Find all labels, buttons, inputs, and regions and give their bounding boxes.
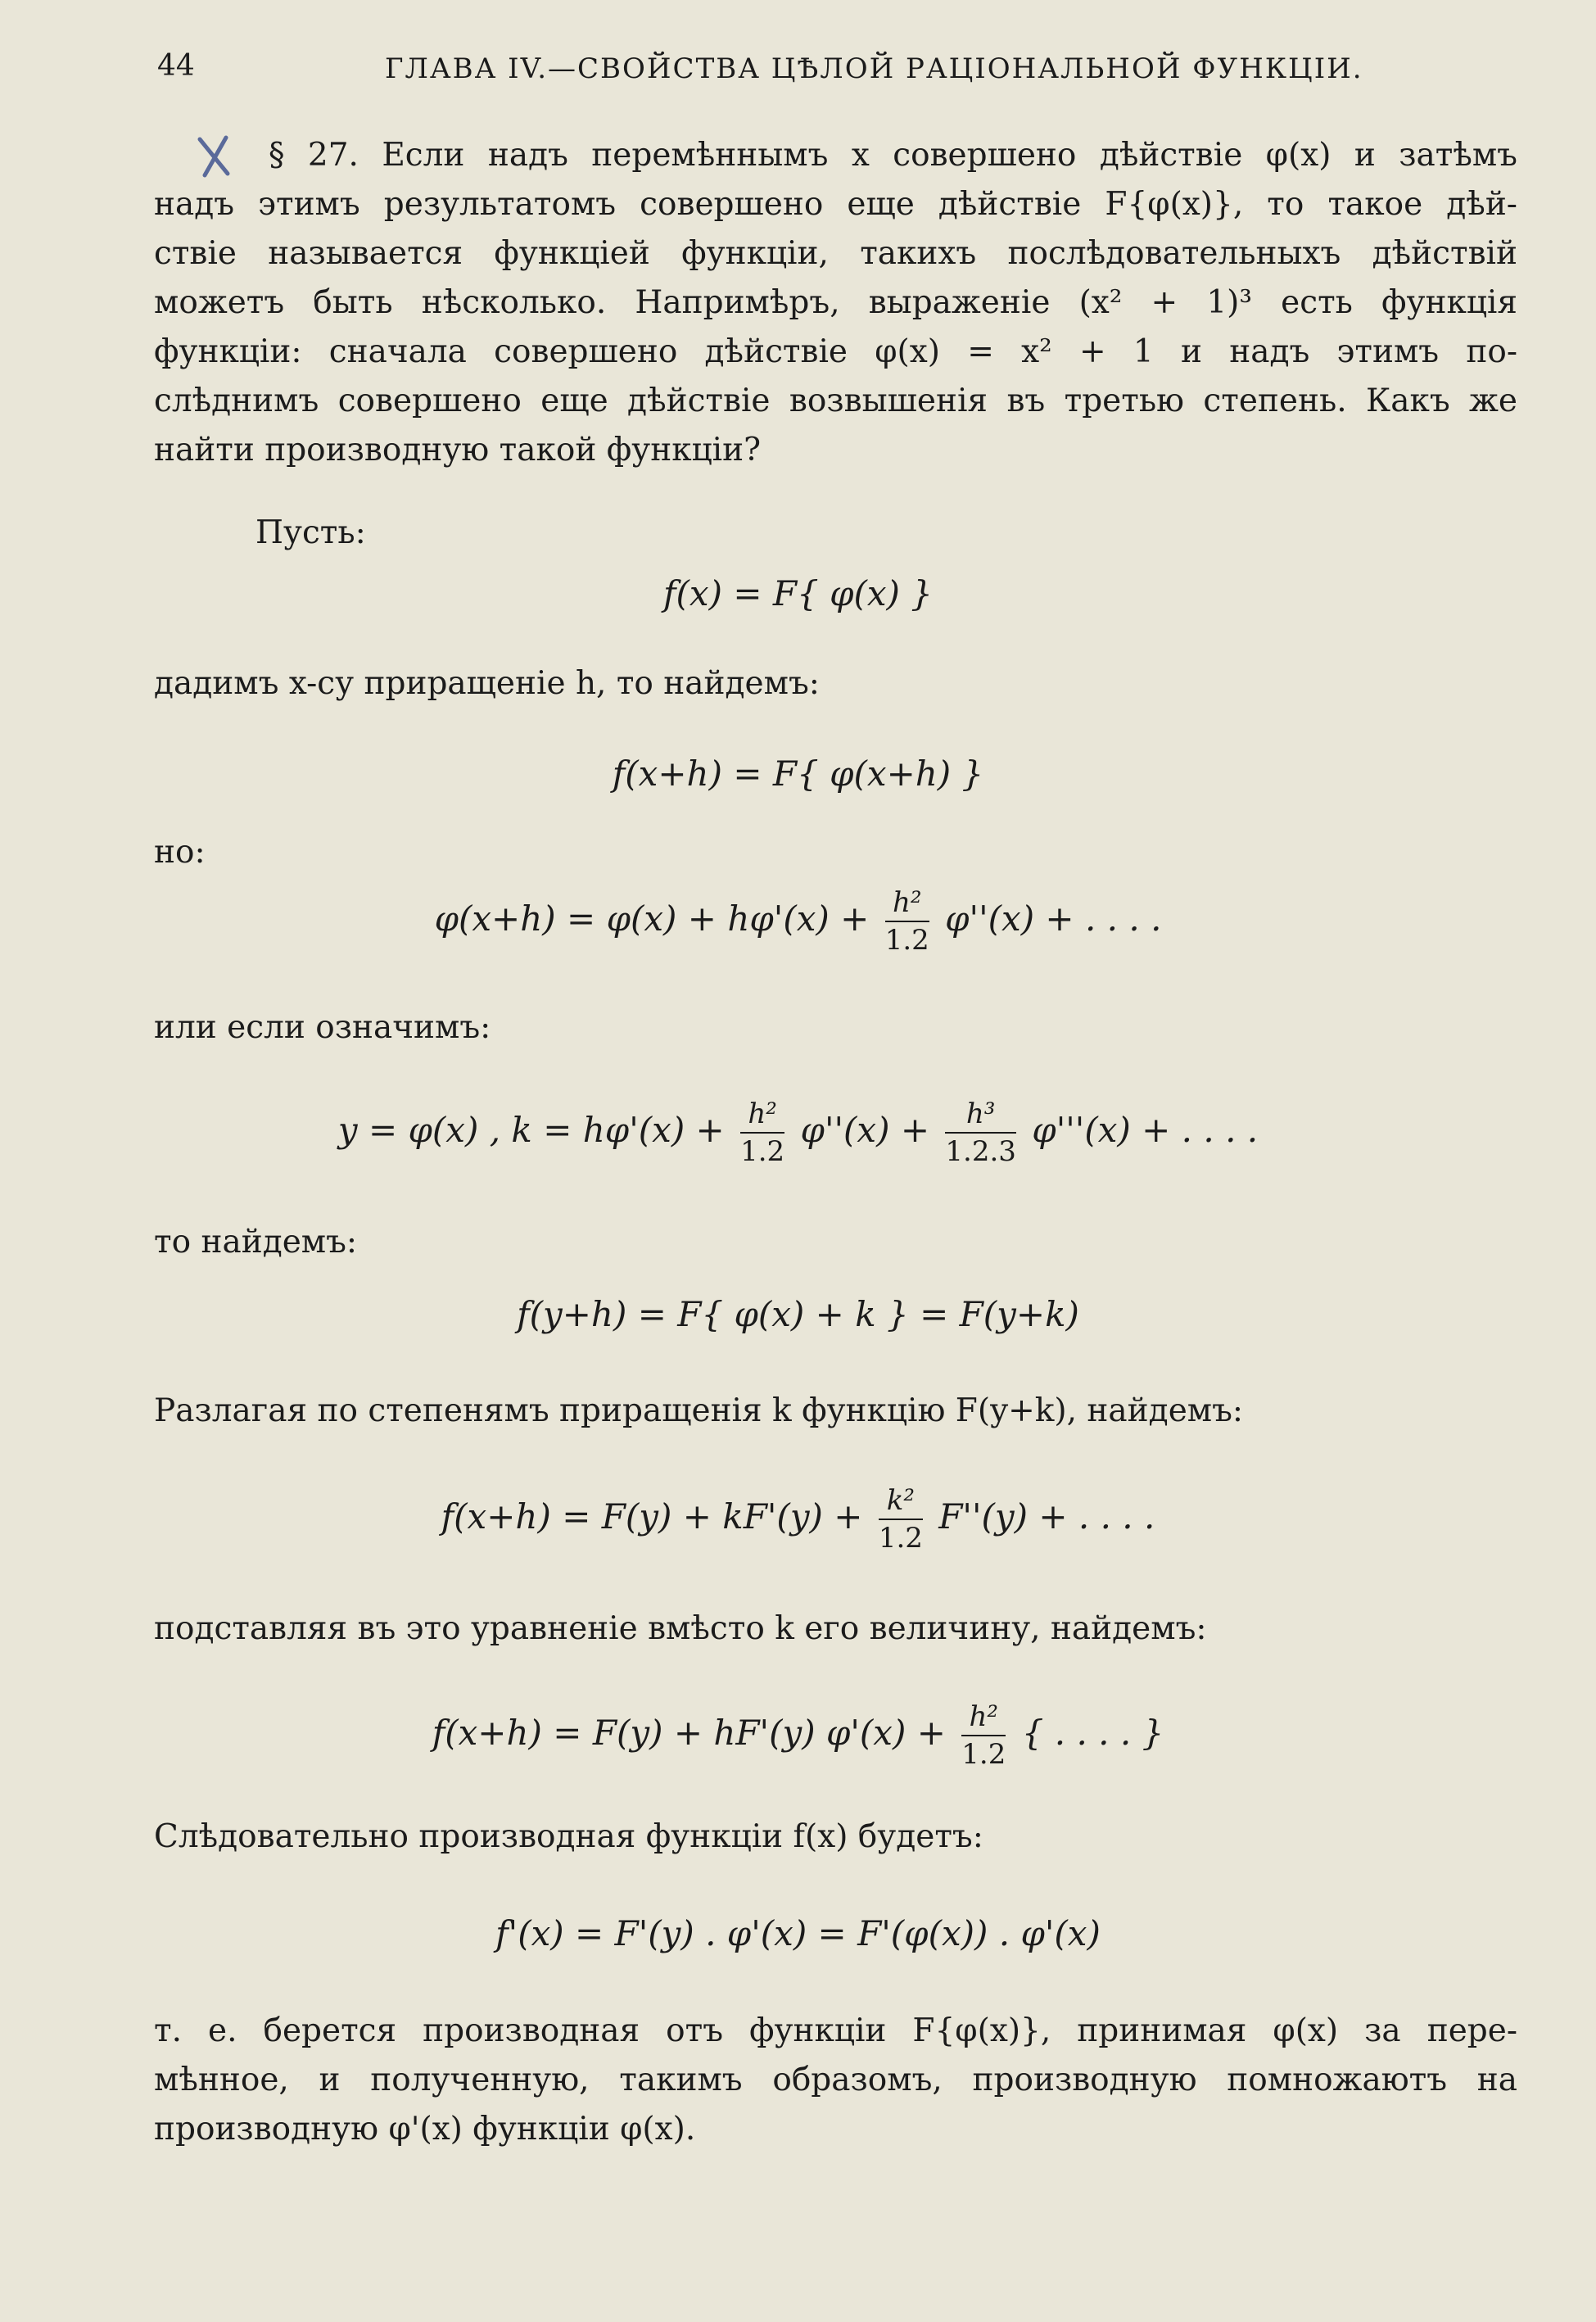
- equation: f(y+h) = F{ φ(x) + k } = F(y+k): [517, 1294, 1079, 1334]
- fraction-denominator: 1.2.3: [945, 1135, 1016, 1168]
- equation: [0, 1699, 1596, 1772]
- fraction-denominator: 1.2: [884, 924, 929, 957]
- fraction-numerator: h²: [740, 1096, 784, 1134]
- fraction-denominator: 1.2: [740, 1135, 785, 1168]
- text-label: Слѣдовательно производная функцiи f(x) будетъ:: [154, 1818, 983, 1855]
- text-label: подставляя въ это уравненiе вмѣсто k его величину, найдемъ:: [154, 1610, 1207, 1647]
- intro-line: можетъ быть нѣсколько. Напримѣръ, выраженiе (x² + 1)³ есть функцiя: [154, 284, 1517, 321]
- fraction: [945, 1096, 1016, 1170]
- equation-part: y = φ(x) , k = hφ'(x) +: [337, 1110, 725, 1150]
- text-label: Разлагая по степенямъ приращенiя k функцiю F(y+k), найдемъ:: [154, 1392, 1244, 1429]
- equation-part: { . . . . }: [1021, 1713, 1164, 1753]
- text-label: дадимъ x-су приращенiе h, то найдемъ:: [154, 665, 820, 702]
- intro-line: функцiи: сначала совершено дѣйствiе φ(x) = x² + 1 и надъ этимъ по-: [154, 333, 1517, 370]
- fraction-numerator: h²: [961, 1699, 1006, 1736]
- closing-line: производную φ'(x) функцiи φ(x).: [154, 2111, 696, 2148]
- fraction: [879, 1482, 923, 1556]
- equation-part: φ(x+h) = φ(x) + hφ'(x) +: [434, 898, 870, 939]
- equation: f(x+h) = F{ φ(x+h) }: [612, 754, 984, 794]
- closing-line: т. е. берется производная отъ функцiи F{φ(x)}, принимая φ(x) за пере-: [154, 2012, 1517, 2049]
- fraction-numerator: k²: [879, 1482, 923, 1520]
- closing-line: мѣнное, и полученную, такимъ образомъ, производную помножаютъ на: [154, 2062, 1517, 2098]
- intro-line: найти производную такой функцiи?: [154, 432, 762, 468]
- text-label: или если означимъ:: [154, 1009, 491, 1046]
- page-number: 44: [157, 49, 195, 83]
- equation: [0, 885, 1596, 958]
- text-label: Пусть:: [255, 514, 366, 551]
- text-label: то найдемъ:: [154, 1224, 358, 1261]
- equation-part: φ'''(x) + . . . .: [1032, 1110, 1259, 1150]
- equation: [0, 1096, 1596, 1170]
- equation-part: F''(y) + . . . .: [938, 1496, 1155, 1537]
- equation-part: φ''(x) +: [800, 1110, 930, 1150]
- intro-paragraph: [154, 131, 1517, 475]
- text-label: но:: [154, 834, 206, 871]
- fraction: [961, 1699, 1006, 1772]
- fraction-numerator: h²: [885, 885, 929, 922]
- equation: f'(x) = F'(y) . φ'(x) = F'(φ(x)) . φ'(x): [495, 1913, 1101, 1953]
- closing-paragraph: [154, 2007, 1517, 2154]
- intro-line: ствiе называется функцiей функцiи, такихъ послѣдовательныхъ дѣйствiй: [154, 235, 1517, 272]
- intro-line: надъ этимъ результатомъ совершено еще дѣйствiе F{φ(x)}, то такое дѣй-: [154, 186, 1517, 223]
- fraction-numerator: h³: [945, 1096, 1016, 1134]
- equation-part: f(x+h) = F(y) + hF'(y) φ'(x) +: [432, 1713, 946, 1753]
- intro-line: § 27. Если надъ перемѣннымъ x совершено дѣйствiе φ(x) и затѣмъ: [269, 137, 1517, 174]
- equation: [0, 1482, 1596, 1556]
- intro-line: слѣднимъ совершено еще дѣйствiе возвышенiя въ третью степень. Какъ же: [154, 382, 1517, 419]
- fraction: [740, 1096, 784, 1170]
- fraction-denominator: 1.2: [878, 1522, 923, 1555]
- fraction: [885, 885, 929, 958]
- equation: f(x) = F{ φ(x) }: [662, 573, 934, 613]
- fraction-denominator: 1.2: [961, 1738, 1006, 1771]
- running-title: ГЛАВА IV.—СВОЙСТВА ЦѢЛОЙ РАЦIОНАЛЬНОЙ ФУНКЦIИ.: [385, 52, 1363, 85]
- equation-part: f(x+h) = F(y) + kF'(y) +: [441, 1496, 863, 1537]
- equation-part: φ''(x) + . . . .: [945, 898, 1162, 939]
